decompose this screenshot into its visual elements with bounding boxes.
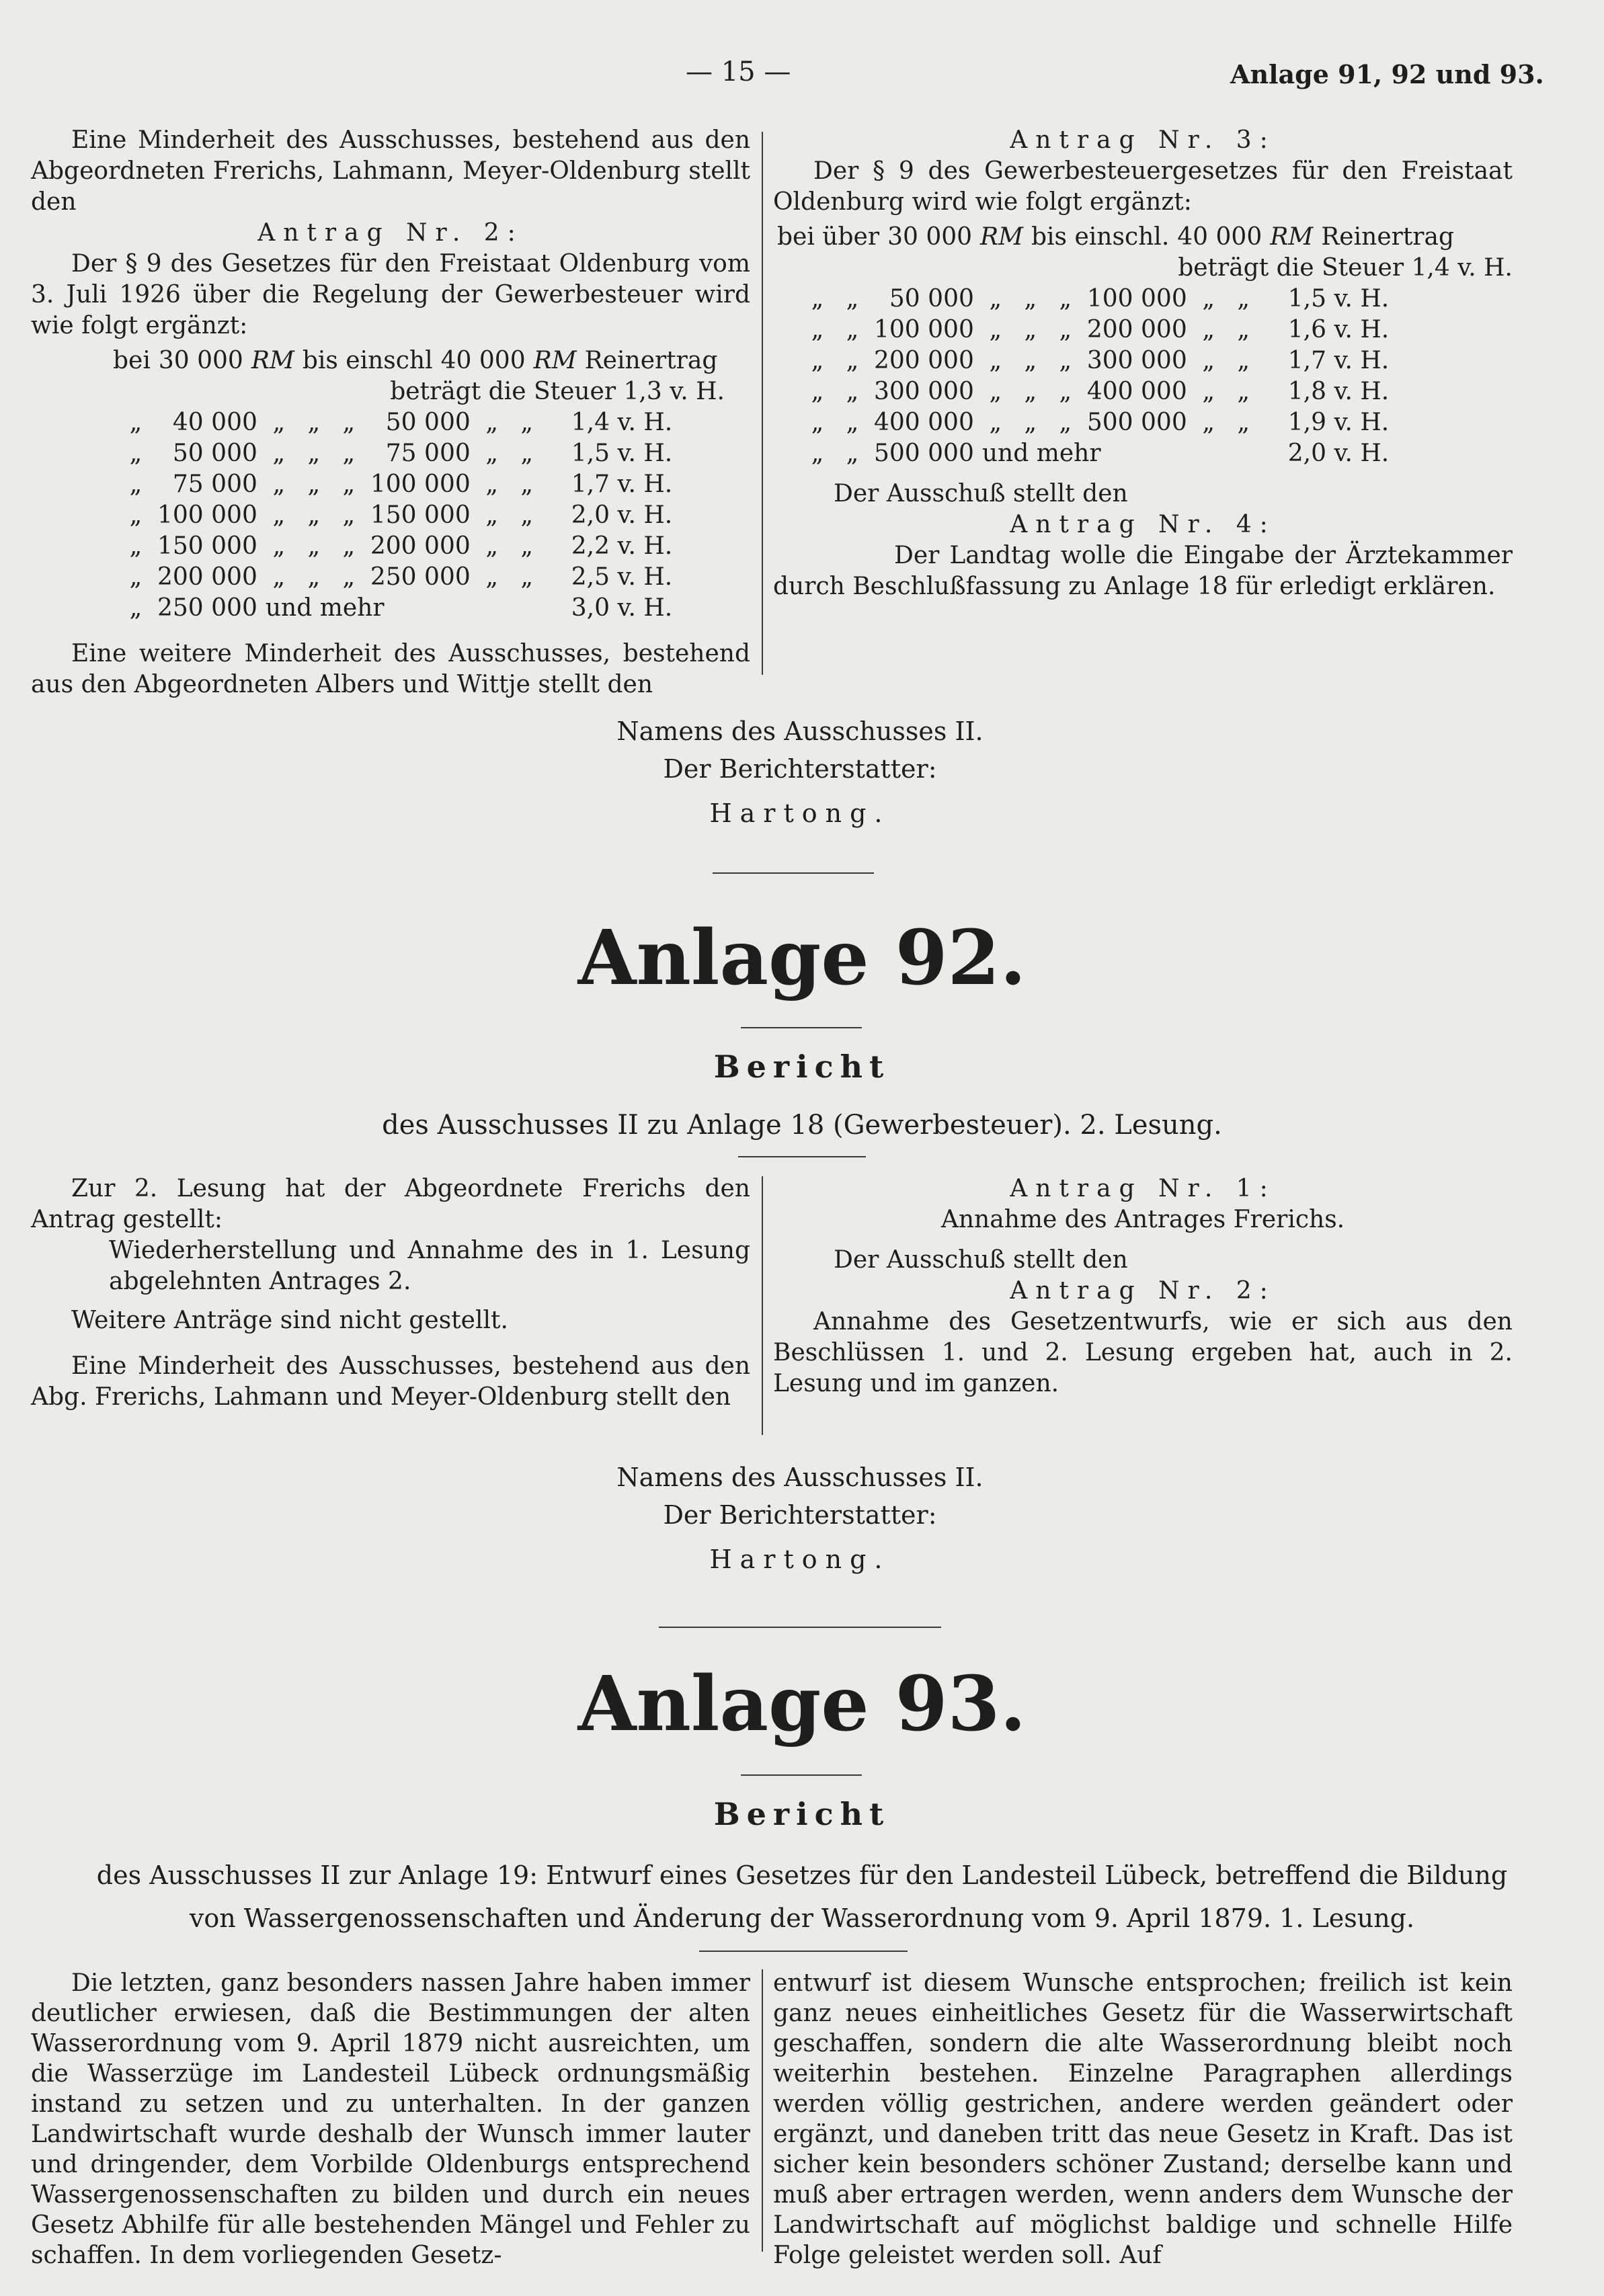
tax-cell: 2,2 v. H. [571,532,673,560]
tax-cell: 1,7 v. H. [1287,347,1390,374]
tax-cell: 2,0 v. H. [571,501,673,529]
ausschuss-stellt: Der Ausschuß stellt den [834,480,1128,507]
tax-cell: „ [272,470,286,498]
tax-cell: „ [1237,347,1250,374]
tax-cell: „ [1059,409,1072,436]
body-text-left: Die letzten, ganz besonders nassen Jahre haben immer deutlicher erwiesen, daß die Bestimmungen der alten Wasserordnung vom 9. April 1879 nicht ausreichten, um die Wasserzüge im Landesteil Lübeck ordnungsmäßig instand zu setzen und zu unterhalten. In der ganzen Landwirtschaft wurde deshalb der Wunsch immer lauter und dringender, dem Vorbilde Oldenburgs entsprechend Wassergenossenschaften zu bilden und durch ein neues Gesetz Abhilfe für alle bestehenden Mängel und Fehler zu schaffen. In dem vorliegenden Gesetz- [31,1969,750,2269]
tax-cell: „ [520,409,534,436]
namens-line: Namens des Ausschusses II. [616,716,984,746]
tax-cell: „ [129,470,143,498]
left-p2: Wiederherstellung und Annahme des in 1. Lesung abgelehnten Antrages 2. [109,1237,750,1295]
tax-row [800,284,1393,315]
tax-cell: „ [1202,316,1215,343]
tax-cell: 75 000 [385,440,471,467]
page-number: — 15 — [686,56,791,87]
tax-row [118,438,676,469]
left-p4: Eine Minderheit des Ausschusses, bestehend aus den Abg. Frerichs, Lahmann und Meyer-Oldenburg stellt den [31,1352,750,1411]
tax-cell: „ [989,409,1002,436]
tax-cell: 500 000 [1086,409,1187,436]
column-divider [762,1969,763,2252]
antrag2-text: Annahme des Gesetzentwurfs, wie er sich aus den Beschlüssen 1. und 2. Lesung ergeben hat, auch in 2. Lesung und im ganzen. [773,1308,1513,1397]
tax-cell: „ [1059,316,1072,343]
tax-cell: „ [811,440,824,467]
tax-cell: 150 000 [157,532,257,560]
tax-table-a [109,345,721,376]
tax-cell: „ [272,409,286,436]
tax-row-last [800,438,1393,469]
reporter-name: Hartong. [709,1545,891,1574]
tax-cell: 100 000 [370,470,471,498]
tax-cell: „ [307,563,321,591]
tax-cell: „ [272,440,286,467]
tax-cell: „ [1202,285,1215,313]
antrag2-title: Antrag Nr. 2: [257,219,524,247]
tax-cell: „ [846,347,859,374]
section-divider [659,1627,941,1628]
tax-cell: 100 000 [874,316,974,343]
tax-cell: „ [129,409,143,436]
tax-cell: „ [520,470,534,498]
tax-cell: 100 000 [1086,285,1187,313]
tax-first-rate: beträgt die Steuer 1,3 v. H. [390,378,725,405]
tax-cell: „ [342,501,356,529]
tax-cell: „ [272,563,286,591]
reporter-name: Hartong. [709,798,891,828]
tax-cell: „ [846,409,859,436]
column-divider [762,132,763,675]
tax-row [118,531,676,562]
tax-row [118,562,676,593]
anlage92-left-column [31,1174,750,1413]
tax-cell: „ [485,501,499,529]
tax-cell: „ [485,409,499,436]
tax-cell: „ [485,440,499,467]
tax-row: bei 30 000 RM bis einschl 40 000 RM Reinertrag [113,347,718,374]
tax-cell: „ [1237,316,1250,343]
tax-cell: 300 000 [874,378,974,405]
tax-cell: „ [846,440,859,467]
tax-cell: „ [811,409,824,436]
antrag1-text: Annahme des Antrages Frerichs. [940,1206,1345,1233]
antrag3-text: Der § 9 des Gewerbesteuergesetzes für den Freistaat Oldenburg wird wie folgt ergänzt: [773,157,1513,216]
tax-table-a-rows [118,407,676,624]
anlage91-left-column [31,125,750,700]
section-divider [713,872,874,874]
tax-cell: „ [307,501,321,529]
tax-cell: und mehr [981,440,1101,467]
tax-cell: „ [989,285,1002,313]
title-rule [741,1774,862,1776]
tax-table-b [773,222,1458,253]
anlage92-bericht: Bericht [713,1049,891,1085]
tax-cell: „ [811,378,824,405]
subtitle-rule [699,1951,908,1952]
tax-cell: und mehr [265,594,385,622]
tax-cell: 100 000 [157,501,257,529]
tax-row [800,407,1393,438]
antrag2-title: Antrag Nr. 2: [1010,1277,1276,1305]
title-rule [741,1027,862,1028]
tax-cell: „ [1024,316,1037,343]
anlage93-subtitle-1: des Ausschusses II zur Anlage 19: Entwurf eines Gesetzes für den Landesteil Lübeck, betreffend die Bildung [96,1860,1508,1890]
tax-cell: „ [1202,409,1215,436]
anlage93-subtitle-2: von Wassergenossenschaften und Änderung der Wasserordnung vom 9. April 1879. 1. Lesung. [189,1903,1415,1933]
anlage93-title: Anlage 93. [577,1660,1027,1748]
tax-cell: 250 000 [157,594,257,622]
antrag4-title: Antrag Nr. 4: [1010,511,1276,538]
tax-row [118,407,676,438]
tax-cell: 250 000 [370,563,471,591]
tax-row [118,469,676,500]
tax-cell: „ [129,563,143,591]
antrag3-title: Antrag Nr. 3: [1010,126,1276,154]
tax-cell: 2,5 v. H. [571,563,673,591]
tax-cell: „ [342,409,356,436]
tax-first-rate: beträgt die Steuer 1,4 v. H. [1178,254,1513,282]
column-divider [762,1176,763,1435]
tax-cell: „ [272,501,286,529]
tax-cell: „ [129,501,143,529]
minority-intro: Eine Minderheit des Ausschusses, bestehend aus den Abgeordneten Frerichs, Lahmann, Meyer-Oldenburg stellt den [31,126,750,216]
signature-block [524,1459,1076,1578]
left-p3: Weitere Anträge sind nicht gestellt. [71,1307,508,1334]
tax-cell: 2,0 v. H. [1287,440,1390,467]
antrag1-title: Antrag Nr. 1: [1010,1175,1276,1202]
tax-cell: 150 000 [370,501,471,529]
tax-cell: „ [846,378,859,405]
tax-cell: 1,4 v. H. [571,409,673,436]
tax-cell: „ [989,378,1002,405]
tax-cell: „ [1202,378,1215,405]
tax-cell: 500 000 [874,440,974,467]
tax-cell: „ [811,347,824,374]
tax-cell: „ [342,532,356,560]
subtitle-rule [738,1156,866,1157]
tax-row [118,500,676,531]
tax-cell: 400 000 [874,409,974,436]
tax-cell: „ [1059,347,1072,374]
tax-cell: 200 000 [1086,316,1187,343]
tax-cell: „ [129,532,143,560]
tax-cell: „ [1024,409,1037,436]
tax-cell: „ [811,285,824,313]
anlage92-title: Anlage 92. [577,914,1027,1002]
anlage92-subtitle: des Ausschusses II zu Anlage 18 (Gewerbesteuer). 2. Lesung. [382,1110,1222,1141]
tax-cell: „ [1237,378,1250,405]
tax-cell: „ [485,532,499,560]
tax-cell: 50 000 [889,285,974,313]
anlage93-bericht: Bericht [713,1796,891,1832]
tax-cell: „ [485,470,499,498]
anlage93-left-column [31,1968,750,2270]
tax-cell: „ [989,347,1002,374]
tax-cell: „ [342,470,356,498]
tax-cell: „ [129,440,143,467]
body-text-right: entwurf ist diesem Wunsche entsprochen; freilich ist kein ganz neues einheitliches Gesetz für die Wasserwirtschaft geschaffen, sondern die alte Wasserordnung bleibt noch weiterhin bestehen. Einzelne Paragraphen allerdings werden völlig gestrichen, andere werden geändert oder ergänzt, und daneben tritt das neue Gesetz in Kraft. Das ist sicher kein besonders schöner Zustand; derselbe kann und muß aber ertragen werden, wenn anders dem Wunsche der Landwirtschaft auf möglichst baldige und schnelle Hilfe Folge geleistet werden soll. Auf [773,1969,1513,2269]
tax-cell: 1,7 v. H. [571,470,673,498]
tax-cell: „ [1024,347,1037,374]
tax-row-last [118,593,676,624]
tax-cell: „ [989,316,1002,343]
tax-cell: „ [485,563,499,591]
tax-cell: 1,5 v. H. [571,440,673,467]
tax-cell: 1,8 v. H. [1287,378,1390,405]
tax-row: bei über 30 000 RM bis einschl. 40 000 RM Reinertrag [777,223,1455,251]
minority-outro: Eine weitere Minderheit des Ausschusses, bestehend aus den Abgeordneten Albers und Wittje stellt den [31,640,750,698]
running-header: Anlage 91, 92 und 93. [1230,59,1544,89]
left-p1: Zur 2. Lesung hat der Abgeordnete Frerichs den Antrag gestellt: [31,1175,750,1233]
tax-cell: „ [520,440,534,467]
tax-row [800,376,1393,407]
tax-cell: „ [1237,409,1250,436]
tax-cell: 1,6 v. H. [1287,316,1390,343]
namens-line: Namens des Ausschusses II. [616,1463,984,1492]
tax-cell: 200 000 [157,563,257,591]
tax-cell: 50 000 [172,440,257,467]
tax-cell: „ [1059,378,1072,405]
tax-cell: „ [1024,378,1037,405]
tax-cell: „ [129,594,143,622]
tax-cell: „ [1024,285,1037,313]
tax-cell: „ [1237,285,1250,313]
antrag2-text: Der § 9 des Gesetzes für den Freistaat Oldenburg vom 3. Juli 1926 über die Regelung der Gewerbesteuer wird wie folgt ergänzt: [31,250,750,339]
tax-table-b-rows [800,284,1393,469]
tax-row [800,315,1393,345]
tax-cell: „ [307,532,321,560]
tax-cell: 200 000 [370,532,471,560]
anlage91-right-column [773,125,1513,602]
tax-cell: 50 000 [385,409,471,436]
tax-cell: „ [520,563,534,591]
tax-cell: „ [846,316,859,343]
tax-cell: „ [307,440,321,467]
tax-cell: 200 000 [874,347,974,374]
berichterstatter-label: Der Berichterstatter: [663,1500,937,1530]
tax-cell: 300 000 [1086,347,1187,374]
tax-cell: „ [342,563,356,591]
tax-cell: „ [520,532,534,560]
signature-block [524,712,1076,832]
tax-cell: 1,5 v. H. [1287,285,1390,313]
tax-row [800,345,1393,376]
tax-cell: 400 000 [1086,378,1187,405]
tax-cell: „ [272,532,286,560]
tax-cell: 40 000 [172,409,257,436]
tax-cell: „ [811,316,824,343]
anlage93-right-column [773,1968,1513,2270]
tax-cell: „ [342,440,356,467]
tax-cell: „ [520,501,534,529]
tax-cell: „ [846,285,859,313]
tax-cell: 3,0 v. H. [571,594,673,622]
tax-cell: „ [1202,347,1215,374]
tax-cell: „ [1059,285,1072,313]
ausschuss-stellt: Der Ausschuß stellt den [834,1246,1128,1274]
tax-cell: 75 000 [172,470,257,498]
anlage92-right-column [773,1174,1513,1399]
tax-cell: „ [307,470,321,498]
antrag4-text: Der Landtag wolle die Eingabe der Ärztekammer durch Beschlußfassung zu Anlage 18 für erledigt erklären. [773,542,1513,600]
tax-cell: „ [307,409,321,436]
tax-cell: 1,9 v. H. [1287,409,1390,436]
berichterstatter-label: Der Berichterstatter: [663,754,937,784]
